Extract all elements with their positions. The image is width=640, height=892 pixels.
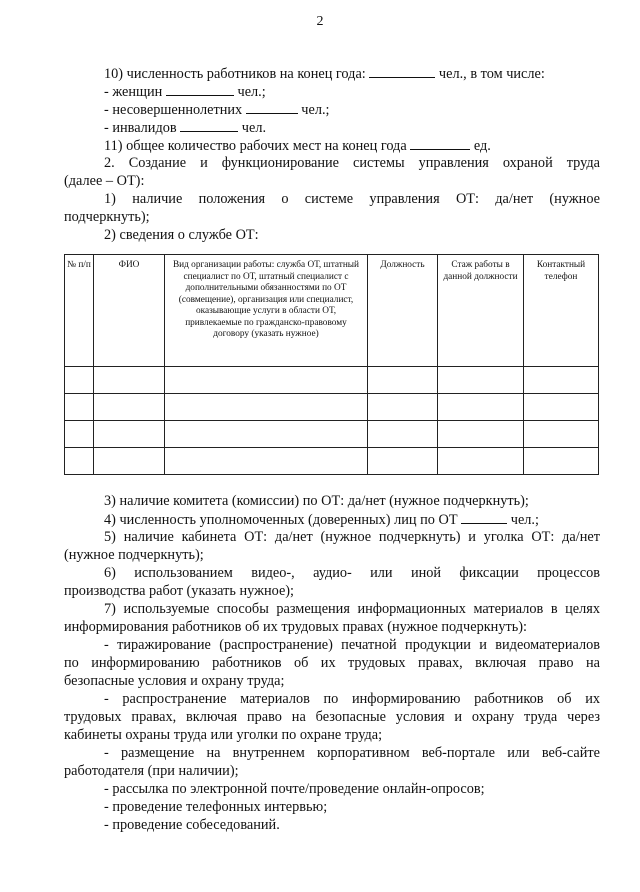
table-header-row	[65, 255, 599, 367]
bullet2-line2: трудовых правах, включая право на безопасные условия и охрану труда через	[64, 709, 600, 725]
item5-line1: 5) наличие кабинета ОТ: да/нет (нужное подчеркнуть) и уголка ОТ: да/нет	[104, 529, 600, 545]
table-cell	[368, 421, 438, 448]
table-cell	[165, 448, 368, 475]
table-cell	[165, 367, 368, 394]
table-header-number: № п/п	[65, 255, 94, 367]
item11-suffix: ед.	[473, 138, 491, 154]
bullet1-line2: по информированию работников об их трудовых правах, включая право на	[64, 655, 600, 671]
women-prefix: - женщин	[104, 84, 163, 100]
table-header-fio: ФИО	[94, 255, 165, 367]
table-cell	[524, 394, 599, 421]
bullet6: - проведение собеседований.	[104, 817, 280, 833]
ot-service-table	[64, 254, 599, 475]
table-cell	[524, 367, 599, 394]
table-cell	[524, 448, 599, 475]
table-cell	[438, 367, 524, 394]
item11-blank	[410, 136, 470, 150]
item10-prefix: 10) численность работников на конец года:	[104, 66, 366, 82]
table-cell	[94, 448, 165, 475]
women-line	[64, 82, 600, 101]
disabled-suffix: чел.	[241, 120, 267, 136]
table-cell	[438, 394, 524, 421]
women-blank	[166, 82, 234, 96]
item3: 3) наличие комитета (комиссии) по ОТ: да/нет (нужное подчеркнуть);	[104, 493, 529, 509]
table-row	[65, 394, 599, 421]
table-cell	[524, 421, 599, 448]
section2-heading-line1: 2. Создание и функционирование системы управления охраной труда	[104, 155, 600, 171]
table-cell	[368, 367, 438, 394]
table-cell	[438, 421, 524, 448]
table-cell	[94, 367, 165, 394]
table-cell	[65, 367, 94, 394]
minors-blank	[246, 100, 298, 114]
table-row	[65, 421, 599, 448]
item10-blank	[369, 64, 435, 78]
minors-prefix: - несовершеннолетних	[104, 102, 243, 118]
item11-line	[64, 136, 600, 155]
bullet5: - проведение телефонных интервью;	[104, 799, 328, 815]
table-row	[65, 448, 599, 475]
item4-blank	[461, 510, 507, 524]
item10-suffix: чел., в том числе:	[438, 66, 545, 82]
disabled-blank	[180, 118, 238, 132]
table-cell	[438, 448, 524, 475]
table-cell	[65, 394, 94, 421]
item11-prefix: 11) общее количество рабочих мест на конец года	[104, 138, 407, 154]
table-header-experience: Стаж работы в данной должности	[438, 255, 524, 367]
table-cell	[165, 421, 368, 448]
page-number: 2	[316, 14, 324, 29]
table-cell	[65, 421, 94, 448]
bullet2-line1: - распространение материалов по информированию работников об их	[104, 691, 600, 707]
table-cell	[65, 448, 94, 475]
table-header-position: Должность	[368, 255, 438, 367]
item10-line	[64, 64, 600, 83]
item7-line2: информирования работников об их трудовых правах (нужное подчеркнуть):	[64, 619, 527, 635]
minors-suffix: чел.;	[301, 102, 330, 118]
item4-suffix: чел.;	[510, 512, 539, 528]
item4-prefix: 4) численность уполномоченных (доверенных) лиц по ОТ	[104, 512, 458, 528]
bullet1-line3: безопасные условия и охрану труда;	[64, 673, 285, 689]
bullet2-line3: кабинеты охраны труда или уголки по охране труда;	[64, 727, 383, 743]
table-header-org-type: Вид организации работы: служба ОТ, штатный специалист по ОТ, штатный специалист с дополнительными обязанностями по ОТ (совмещение), организация или специалист, оказывающие услуги в области ОТ, привлекаемые по гражданско-правовому договору (указать нужное)	[165, 255, 368, 367]
table-cell	[165, 394, 368, 421]
table-cell	[368, 448, 438, 475]
section2-heading-line2: (далее – ОТ):	[64, 173, 145, 189]
item6-line1: 6) использованием видео-, аудио- или иной фиксации процессов	[104, 565, 600, 581]
table-cell	[94, 394, 165, 421]
section2-item1-line1: 1) наличие положения о системе управления ОТ: да/нет (нужное	[104, 191, 600, 207]
bullet3-line1: - размещение на внутреннем корпоративном веб-портале или веб-сайте	[104, 745, 600, 761]
item5-line2: (нужное подчеркнуть);	[64, 547, 204, 563]
table-row	[65, 367, 599, 394]
bullet1-line1: - тиражирование (распространение) печатной продукции и видеоматериалов	[104, 637, 600, 653]
table-cell	[368, 394, 438, 421]
bullet4: - рассылка по электронной почте/проведение онлайн-опросов;	[104, 781, 485, 797]
minors-line	[64, 100, 600, 119]
section2-item2: 2) сведения о службе ОТ:	[104, 227, 259, 243]
women-suffix: чел.;	[237, 84, 266, 100]
table-cell	[94, 421, 165, 448]
item6-line2: производства работ (указать нужное);	[64, 583, 295, 599]
disabled-prefix: - инвалидов	[104, 120, 177, 136]
table-header-phone: Контактный телефон	[524, 255, 599, 367]
section2-item1-line2: подчеркнуть);	[64, 209, 150, 225]
bullet3-line2: работодателя (при наличии);	[64, 763, 239, 779]
item4-line	[64, 510, 600, 529]
disabled-line	[64, 118, 600, 137]
item7-line1: 7) используемые способы размещения информационных материалов в целях	[104, 601, 600, 617]
